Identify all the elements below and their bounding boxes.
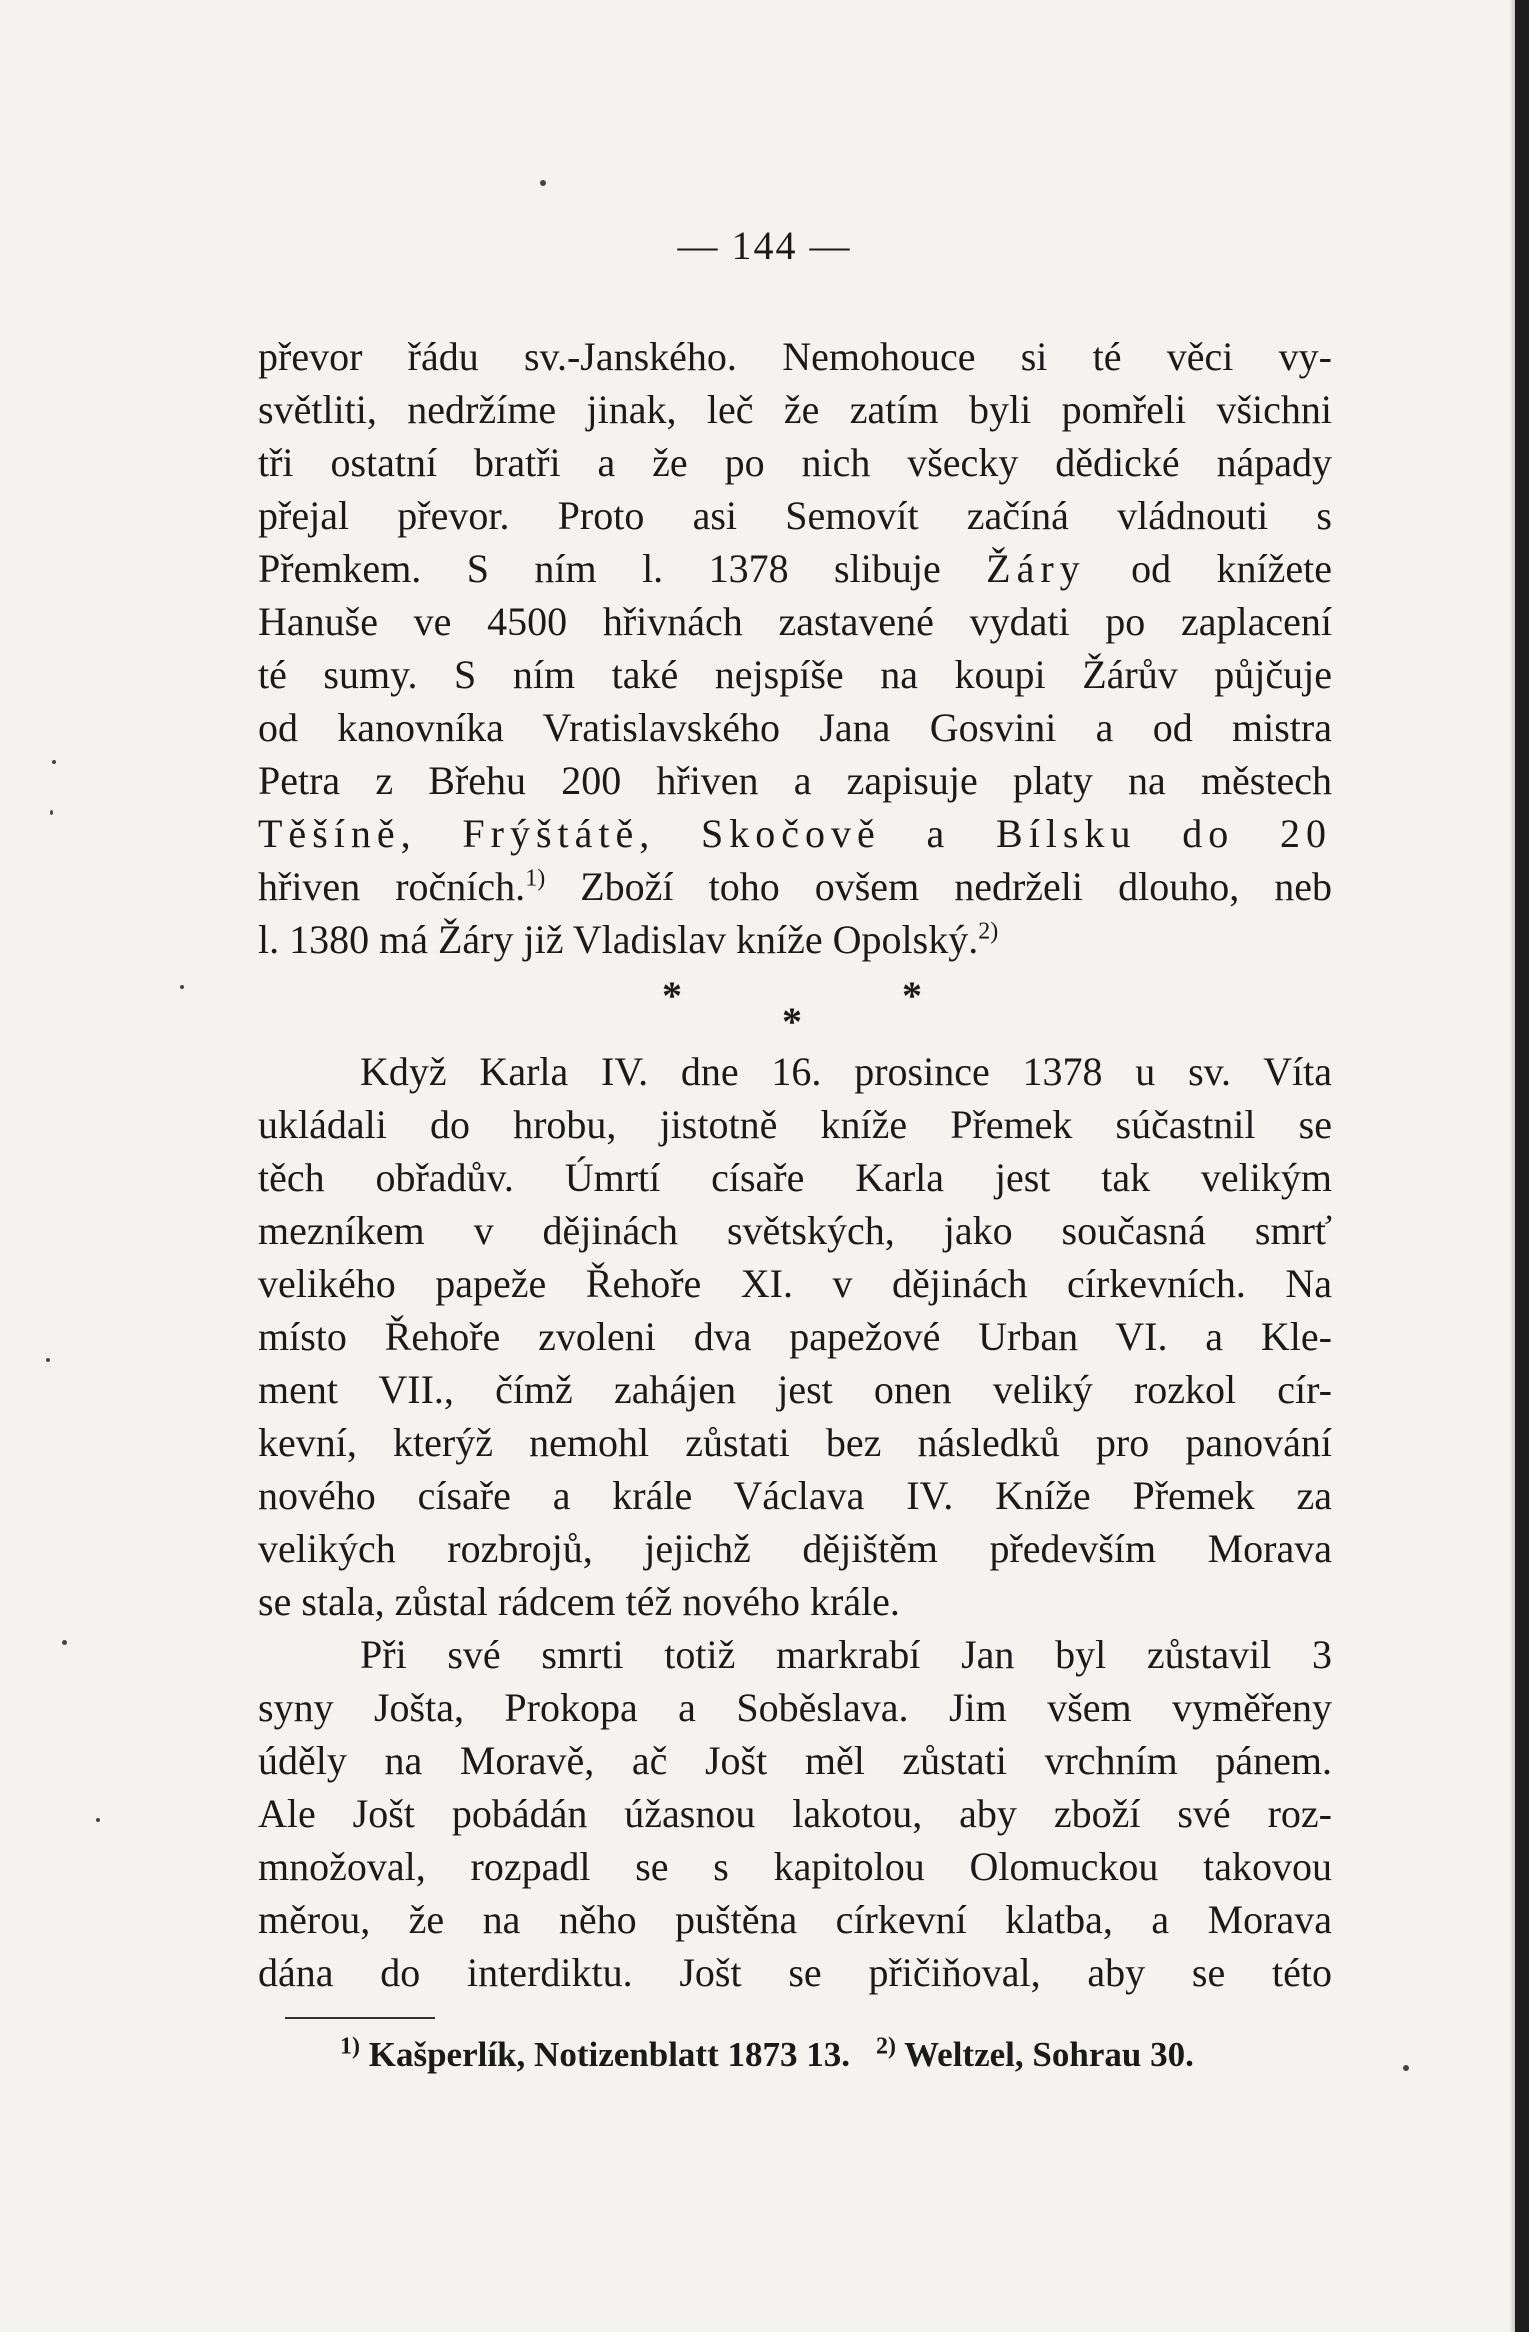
text-line: se stala, zůstal rádcem též nového krále. xyxy=(258,1579,900,1624)
text-line: místo Řehoře zvoleni dva papežové Urban VI. a Kle- xyxy=(258,1314,1332,1359)
text-line: těch obřadův. Úmrtí císaře Karla jest tak velikým xyxy=(258,1155,1332,1200)
scan-speck xyxy=(50,810,53,815)
text-line: dána do interdiktu. Jošt se přičiňoval, aby se této xyxy=(258,1950,1332,1995)
text-line: Při své smrti totiž markrabí Jan byl zůstavil 3 xyxy=(360,1632,1332,1677)
section-separator xyxy=(0,972,1529,1044)
text-line: světliti, nedržíme jinak, leč že zatím byli pomřeli všichni xyxy=(258,387,1332,432)
text-line: ukládali do hrobu, jistotně kníže Přemek súčastnil se xyxy=(258,1102,1332,1147)
text-line xyxy=(258,913,1332,966)
scan-speck xyxy=(1403,2065,1409,2071)
text-line: měrou, že na něho puštěna církevní klatba, a Morava xyxy=(258,1897,1332,1942)
scan-speck xyxy=(62,1640,67,1645)
text-line: té sumy. S ním také nejspíše na koupi Žárův půjčuje xyxy=(258,652,1332,697)
footnote-ref-1: 1) xyxy=(525,865,546,892)
text-line: nového císaře a krále Václava IV. Kníže Přemek za xyxy=(258,1473,1332,1518)
page-number: — 144 — xyxy=(677,223,852,268)
footnote-1-text: Kašperlík, Notizenblatt 1873 13. xyxy=(368,2035,850,2074)
footnote-ref-2: 2) xyxy=(978,918,999,945)
asterisk: * xyxy=(902,973,922,1018)
paragraph-3 xyxy=(258,1628,1332,1999)
footnote-2-text: Weltzel, Sohrau 30. xyxy=(904,2035,1194,2074)
text-fragment: Přemkem. S ním l. 1378 slibuje xyxy=(258,546,941,591)
text-line: Petra z Břehu 200 hřiven a zapisuje platy na městech xyxy=(258,758,1332,803)
scan-speck xyxy=(52,760,56,764)
footnote-divider xyxy=(285,2017,435,2019)
text-line: velikých rozbrojů, jejichž dějištěm především Morava xyxy=(258,1526,1332,1571)
text-line: převor řádu sv.-Janského. Nemohouce si té věci vy- xyxy=(258,334,1332,379)
text-line: Hanuše ve 4500 hřivnách zastavené vydati po zaplacení xyxy=(258,599,1332,644)
text-line: Těšíně, Frýštátě, Skočově a Bílsku do 20 xyxy=(258,811,1332,856)
footnotes xyxy=(340,2030,1340,2080)
text-fragment: l. 1380 má Žáry již Vladislav kníže Opolský. xyxy=(258,917,979,962)
text-line: velikého papeže Řehoře XI. v dějinách církevních. Na xyxy=(258,1261,1332,1306)
paragraph-2 xyxy=(258,1045,1332,1628)
text-fragment: od knížete xyxy=(1131,546,1333,591)
text-line: Ale Jošt pobádán úžasnou lakotou, aby zboží své roz- xyxy=(258,1791,1332,1836)
text-fragment: hřiven ročních. xyxy=(258,864,526,909)
text-line: od kanovníka Vratislavského Jana Gosvini a od mistra xyxy=(258,705,1332,750)
text-line: kevní, kterýž nemohl zůstati bez následků pro panování xyxy=(258,1420,1332,1465)
footnote-1-mark: 1) xyxy=(340,2033,360,2060)
text-line: tři ostatní bratři a že po nich všecky dědické nápady xyxy=(258,440,1332,485)
text-line: úděly na Moravě, ač Jošt měl zůstati vrchním pánem. xyxy=(258,1738,1332,1783)
asterisk: * xyxy=(782,999,802,1044)
text-line: ment VII., čímž zahájen jest onen veliký rozkol cír- xyxy=(258,1367,1332,1412)
scan-speck xyxy=(540,180,546,186)
text-line: množoval, rozpadl se s kapitolou Olomuckou takovou xyxy=(258,1844,1332,1889)
scan-speck xyxy=(96,1818,100,1822)
scan-edge xyxy=(1515,0,1529,2332)
text-line: syny Jošta, Prokopa a Soběslava. Jim všem vyměřeny xyxy=(258,1685,1332,1730)
asterisk: * xyxy=(662,973,682,1018)
footnote-1 xyxy=(340,2035,850,2074)
text-line: přejal převor. Proto asi Semovít začíná vládnouti s xyxy=(258,493,1332,538)
scan-speck xyxy=(46,1358,50,1362)
text-line: mezníkem v dějinách světských, jako současná smrť xyxy=(258,1208,1332,1253)
footnote-2-mark: 2) xyxy=(875,2033,896,2060)
text-line xyxy=(258,542,1332,595)
footnote-2 xyxy=(876,2035,1194,2074)
text-line xyxy=(258,860,1332,913)
paragraph-1 xyxy=(258,330,1332,966)
text-fragment: Zboží toho ovšem nedrželi dlouho, neb xyxy=(580,864,1332,909)
text-line: Když Karla IV. dne 16. prosince 1378 u sv. Víta xyxy=(360,1049,1332,1094)
spaced-word: Žáry xyxy=(986,546,1086,591)
